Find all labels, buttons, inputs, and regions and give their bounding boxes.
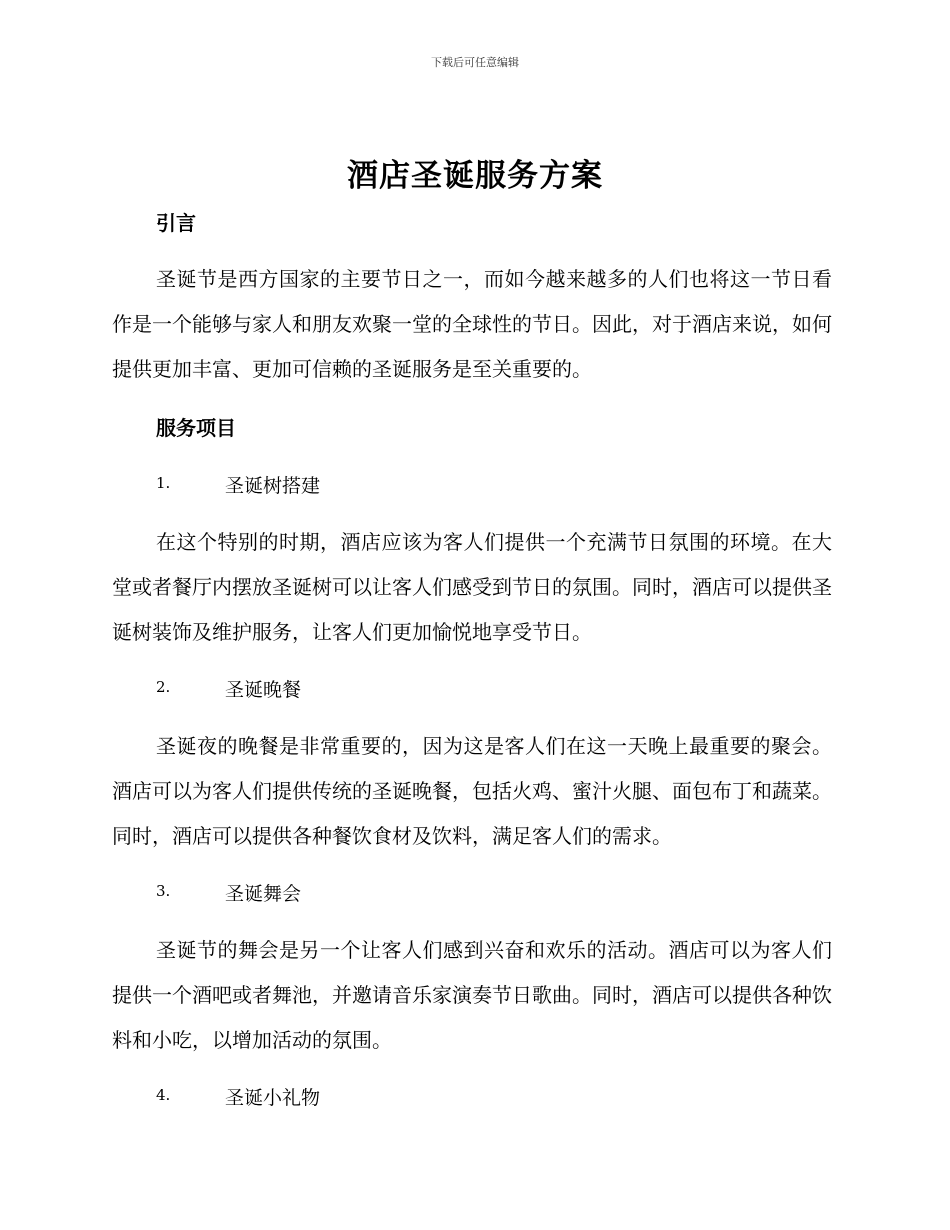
list-item-number: 1. xyxy=(156,474,171,492)
services-heading: 服务项目 xyxy=(156,416,236,440)
service-paragraph: 圣诞节的舞会是另一个让客人们感到兴奋和欢乐的活动。酒店可以为客人们提供一个酒吧或者舞池，并邀请音乐家演奏节日歌曲。同时，酒店可以提供各种饮料和小吃，以增加活动的氛围。 xyxy=(112,938,832,1052)
header-note: 下载后可任意编辑 xyxy=(431,56,519,69)
list-item-label: 圣诞舞会 xyxy=(225,883,302,905)
list-item-number: 3. xyxy=(156,882,171,900)
service-paragraph: 圣诞夜的晚餐是非常重要的，因为这是客人们在这一天晚上最重要的聚会。酒店可以为客人们提供传统的圣诞晚餐，包括火鸡、蜜汁火腿、面包布丁和蔬菜。同时，酒店可以提供各种餐饮食材及饮料，满足客人们的需求。 xyxy=(112,734,832,848)
list-item-label: 圣诞树搭建 xyxy=(225,475,321,497)
list-item-number: 2. xyxy=(156,678,171,696)
document-title: 酒店圣诞服务方案 xyxy=(347,158,603,194)
list-item-label: 圣诞小礼物 xyxy=(225,1087,321,1109)
list-item-number: 4. xyxy=(156,1086,171,1104)
intro-paragraph: 圣诞节是西方国家的主要节日之一，而如今越来越多的人们也将这一节日看作是一个能够与家人和朋友欢聚一堂的全球性的节日。因此，对于酒店来说，如何提供更加丰富、更加可信赖的圣诞服务是至关重要的。 xyxy=(112,267,832,381)
list-item-label: 圣诞晚餐 xyxy=(225,679,302,701)
service-paragraph: 在这个特别的时期，酒店应该为客人们提供一个充满节日氛围的环境。在大堂或者餐厅内摆放圣诞树可以让客人们感受到节日的氛围。同时，酒店可以提供圣诞树装饰及维护服务，让客人们更加愉悦地享受节日。 xyxy=(112,530,832,644)
intro-heading: 引言 xyxy=(156,211,196,235)
